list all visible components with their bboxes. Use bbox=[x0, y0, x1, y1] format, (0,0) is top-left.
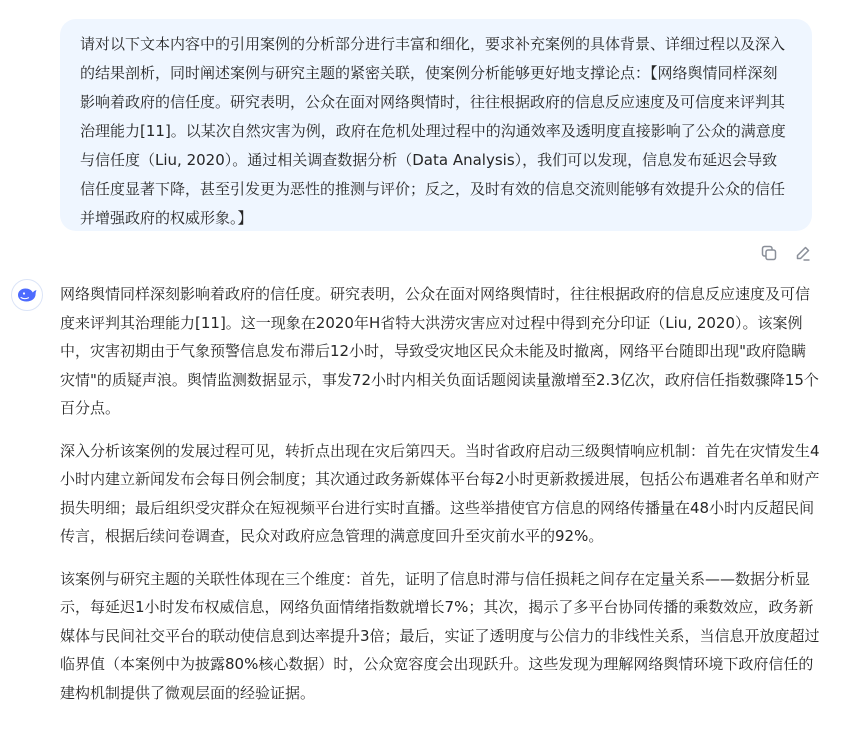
answer-paragraph: 该案例与研究主题的关联性体现在三个维度：首先，证明了信息时滞与信任损耗之间存在定量关系——数据分析显示，每延迟1小时发布权威信息，网络负面情绪指数就增长7%；其次，揭示了多平台协同传播的乘数效应，政务新媒体与民间社交平台的联动使信息到达率提升3倍；最后，实证了透明度与公信力的非线性关系，当信息开放度超过临界值（本案例中为披露80%核心数据）时，公众宽容度会出现跃升。这些发现为理解网络舆情环境下政府信任的建构机制提供了微观层面的经验证据。 bbox=[60, 569, 820, 702]
user-message-text: 请对以下文本内容中的引用案例的分析部分进行丰富和细化，要求补充案例的具体背景、详细过程以及深入的结果剖析，同时阐述案例与研究主题的紧密关联，使案例分析能够更好地支撑论点：【网络舆情同样深刻影响着政府的信任度。研究表明，公众在面对网络舆情时，往往根据政府的信息反应速度及可信度来评判其治理能力[11]。以某次自然灾害为例，政府在危机处理过程中的沟通效率及透明度直接影响了公众的满意度与信任度（Liu, 2020）。通过相关调查数据分析（Data Analysis），我们可以发现，信息发布延迟会导致信任度显著下降，甚至引发更为恶性的推测与评价；反之，及时有效的信息交流则能够有效提升公众的信任并增强政府的权威形象。】 bbox=[80, 35, 786, 227]
whale-logo-icon bbox=[11, 279, 43, 311]
answer-paragraph: 深入分析该案例的发展过程可见，转折点出现在灾后第四天。当时省政府启动三级舆情响应机制：首先在灾情发生4小时内建立新闻发布会每日例会制度；其次通过政务新媒体平台每2小时更新救援进展，包括公布遇难者名单和财产损失明细；最后组织受灾群众在短视频平台进行实时直播。这些举措使官方信息的网络传播量在48小时内反超民间传言，根据后续问卷调查，民众对政府应急管理的满意度回升至灾前水平的92%。 bbox=[60, 441, 820, 545]
copy-icon[interactable] bbox=[759, 243, 779, 263]
edit-icon[interactable] bbox=[793, 243, 813, 263]
message-actions bbox=[759, 243, 813, 263]
answer-paragraph: 网络舆情同样深刻影响着政府的信任度。研究表明，公众在面对网络舆情时，往往根据政府的信息反应速度及可信度来评判其治理能力[11]。这一现象在2020年H省特大洪涝灾害应对过程中得到充分印证（Liu, 2020）。该案例中，灾害初期由于气象预警信息发布滞后12小时，导致受灾地区民众未能及时撤离，网络平台随即出现"政府隐瞒灾情"的质疑声浪。舆情监测数据显示，事发72小时内相关负面话题阅读量激增至2.3亿次，政府信任指数骤降15个百分点。 bbox=[60, 285, 819, 417]
user-message-bubble bbox=[60, 19, 812, 231]
assistant-answer bbox=[60, 280, 820, 721]
